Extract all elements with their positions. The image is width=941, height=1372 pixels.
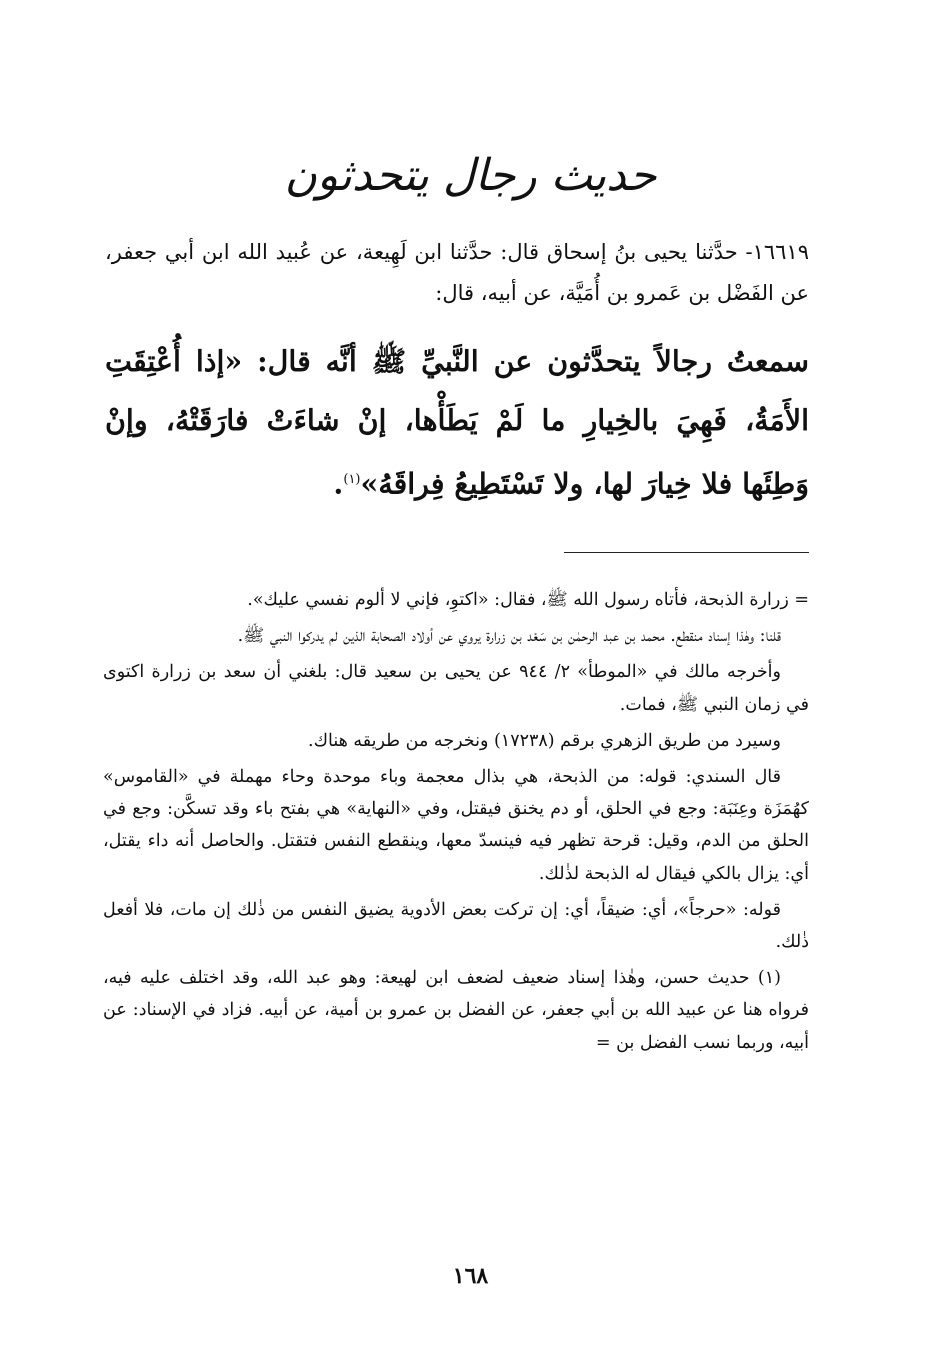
footnote-paragraph: قلنا: وهٰذا إسناد منقطع. محمد بن عبد الرحمٰن بن سَعْد بن زرارة يروي عن أولاد الصحابة الذين لم يدركوا النبي ﷺ. [237,626,781,647]
footnote-paragraph: قوله: «حرجاً»، أي: ضيقاً، أي: إن تركت بعض الأدوية يضيق النفس من ذٰلك إن مات، فلا أفعل ذٰلك. [103,899,809,953]
hadith-matn [105,332,809,514]
footnote-paragraph: وأخرجه مالك في «الموطأ» ٢/ ٩٤٤ عن يحيى بن سعيد قال: بلغني أن سعد بن زرارة اكتوى في زمان النبي ﷺ، فمات. [103,662,809,715]
hadith-isnad: ١٦٦١٩- حدَّثنا يحيى بنُ إسحاق قال: حدَّثنا ابن لَهِيعة، عن عُبيد الله ابن أبي جعفر، عن الفَضْل بن عَمرو بن أُمَيَّة، عن أبيه، قال: [105,240,809,305]
hadith-matn-text: سمعتُ رجالاً يتحدَّثون عن النَّبيِّ ﷺ أنَّه قال: «إذا أُعْتِقَتِ الأَمَةُ، فَهِيَ بالخِيارِ ما لَمْ يَطَأْها، إنْ شاءَتْ فارَقَتْهُ، وإنْ وَطِئَها فلا خِيارَ لها، ولا تَسْتَطِيعُ فِراقَهُ» [105,344,809,501]
footnote-separator [564,552,809,553]
footnote-paragraph: = زرارة الذبحة، فأتاه رسول الله ﷺ، فقال: «اكتوِ، فإني لا ألوم نفسي عليك». [247,590,809,610]
hadith-end-mark: . [333,466,344,501]
footnote-paragraph: (١) حديث حسن، وهٰذا إسناد ضعيف لضعف ابن لهيعة: وهو عبد الله، وقد اختلف عليه فيه، فرواه هنا عن عبيد الله بن أبي جعفر، عن الفضل بن عمرو بن أمية، عن أبيه. فزاد في الإسناد: عن أبيه، وربما نسب الفضل بن = [103,968,809,1053]
chapter-title: حديث رجال يتحدثون [284,150,657,201]
page-number: ١٦٨ [452,1263,489,1289]
footnotes [103,584,809,1063]
footnote-marker: (١) [343,472,361,487]
footnote-paragraph: وسيرد من طريق الزهري برقم (١٧٢٣٨) ونخرجه من طريقه هناك. [308,730,781,751]
footnote-paragraph: قال السندي: قوله: من الذبحة، هي بذال معجمة وباء موحدة وحاء مهملة في «القاموس» كهُمَزَة وعِنَبَة: وجع في الحلق، أو دم يخنق فيقتل، وفي «النهاية» هي بفتح باء وقد تسكَّن: وجع في الحلق من الدم، وقيل: قرحة تظهر فيه فينسدّ معها، وينقطع النفس فتقتل. والحاصل أنه داء يقتل، أي: يزال بالكي فيقال له الذبحة لذٰلك. [103,767,809,884]
